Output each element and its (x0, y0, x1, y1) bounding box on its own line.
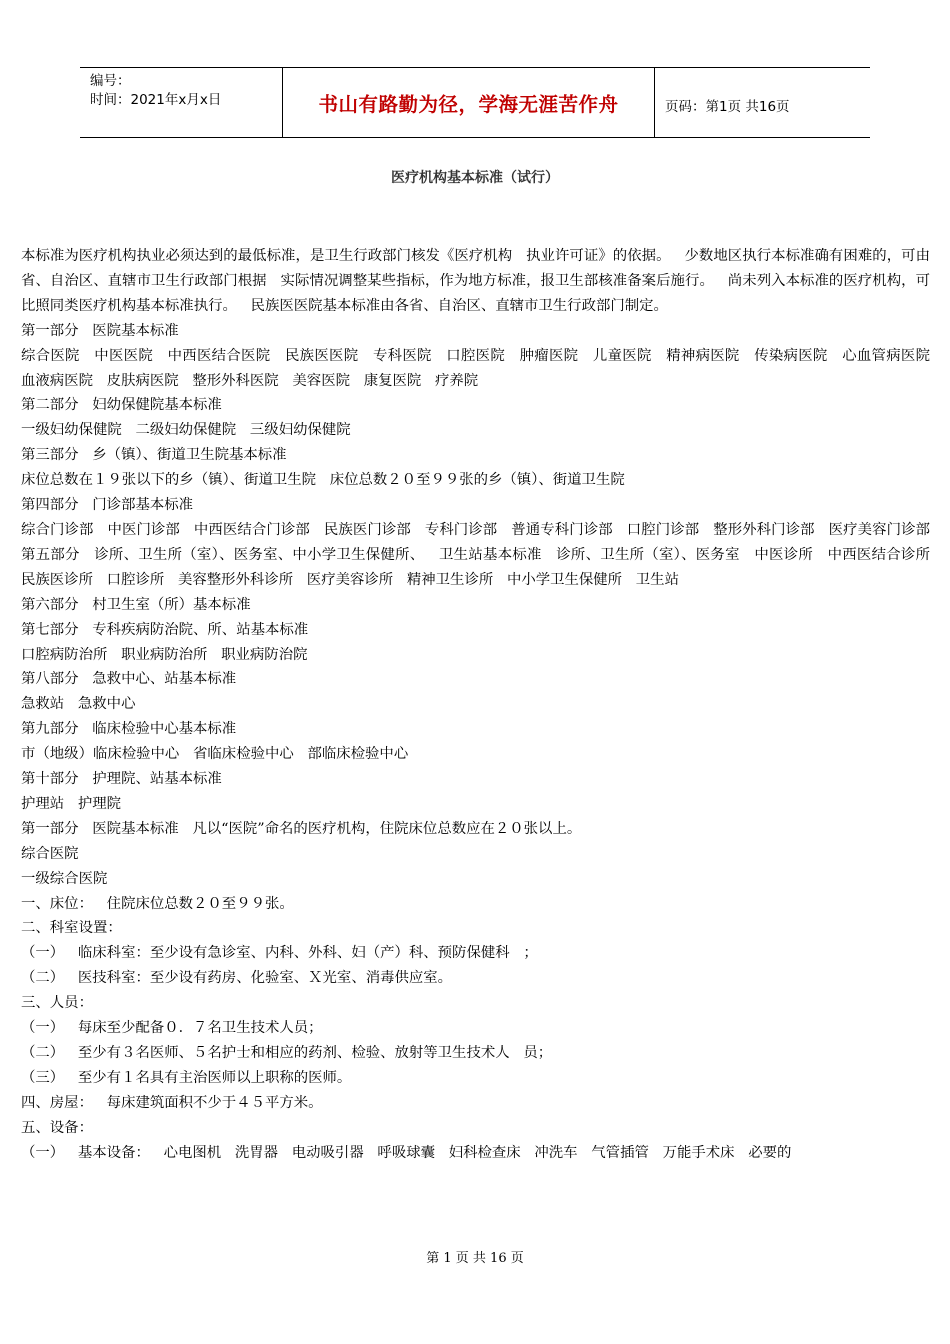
body-paragraph: 一、床位： 住院床位总数２０至９９张。 (21, 895, 294, 912)
body-paragraph: （二） 至少有３名医师、５名护士和相应的药剂、检验、放射等卫生技术人 员； (21, 1045, 553, 1061)
header-motto-cell (282, 68, 655, 137)
body-paragraph: （一） 临床科室：至少设有急诊室、内科、外科、妇（产）科、预防保健科 ； (21, 945, 538, 962)
body-paragraph: 床位总数在１９张以下的乡（镇）、街道卫生院 床位总数２０至９９张的乡（镇）、街道卫生院 (21, 472, 625, 489)
body-paragraph: 第六部分 村卫生室（所）基本标准 (21, 596, 251, 613)
body-paragraph: 市（地级）临床检验中心 省临床检验中心 部临床检验中心 (21, 746, 409, 763)
body-paragraph: 综合医院 (21, 845, 79, 862)
body-paragraph: 综合医院 中医医院 中西医结合医院 民族医医院 专科医院 口腔医院 肿瘤医院 儿童医院 精神病医院 传染病医院 心血管病医院 血液病医院 皮肤病医院 整形外科医院 美容医院 康复医院 疗养院 (21, 347, 944, 389)
body-paragraph: 二、科室设置： (21, 920, 122, 937)
header-page-label: 页码：第1页 共16页 (665, 99, 790, 115)
body-paragraph: 第一部分 医院基本标准 (21, 322, 179, 339)
body-paragraph: 护理站 护理院 (21, 795, 122, 812)
document-title: 医疗机构基本标准（试行） (391, 170, 559, 186)
body-paragraph: 本标准为医疗机构执业必须达到的最低标准，是卫生行政部门核发《医疗机构 执业许可证》的依据。 少数地区执行本标准确有困难的，可由省、自治区、直辖市卫生行政部门根据 实际情况调整某些指标，作为地方标准，报卫生部核准备案后施行。 尚未列入本标准的医疗机构，可比照同类医疗机构基本标准执行。 民族医医院基本标准由各省、自治区、直辖市卫生行政部门制定。 (21, 248, 930, 314)
body-paragraph: 五、设备： (21, 1119, 93, 1136)
page-footer: 第 1 页 共 16 页 (426, 1251, 524, 1266)
body-paragraph: 四、房屋： 每床建筑面积不少于４５平方米。 (21, 1094, 323, 1111)
body-paragraph: 第二部分 妇幼保健院基本标准 (21, 397, 222, 414)
body-paragraph: （一） 每床至少配备０．７名卫生技术人员； (21, 1020, 323, 1037)
body-paragraph: 第三部分 乡（镇）、街道卫生院基本标准 (21, 447, 287, 464)
body-paragraph: （二） 医技科室：至少设有药房、化验室、Ｘ光室、消毒供应室。 (21, 970, 453, 987)
body-paragraph: （一） 基本设备： 心电图机 洗胃器 电动吸引器 呼吸球囊 妇科检查床 冲洗车 气管插管 万能手术床 必要的 (21, 1144, 792, 1161)
document-body (21, 244, 944, 1166)
header-meta-cell (80, 68, 282, 137)
body-paragraph: 一级综合医院 (21, 870, 108, 887)
body-paragraph: 一级妇幼保健院 二级妇幼保健院 三级妇幼保健院 (21, 422, 351, 439)
body-paragraph: 综合门诊部 中医门诊部 中西医结合门诊部 民族医门诊部 专科门诊部 普通专科门诊部 口腔门诊部 整形外科门诊部 医疗美容门诊部 第五部分 诊所、卫生所（室）、医务室、中小学卫生保健所、 卫生站基本标准 诊所、卫生所（室）、医务室 中医诊所 中西医结合诊所 民族医诊所 口腔诊所 美容整形外科诊所 医疗美容诊所 精神卫生诊所 中小学卫生保健所 卫生站 (21, 521, 944, 588)
document-header (80, 67, 870, 138)
body-paragraph: 三、人员： (21, 995, 93, 1012)
body-paragraph: 口腔病防治所 职业病防治所 职业病防治院 (21, 646, 308, 663)
body-paragraph: 第七部分 专科疾病防治院、所、站基本标准 (21, 621, 309, 638)
body-paragraph: （三） 至少有１名具有主治医师以上职称的医师。 (21, 1069, 352, 1086)
body-paragraph: 第一部分 医院基本标准 凡以“医院”命名的医疗机构，住院床位总数应在２０张以上。 (21, 820, 582, 837)
document-date-label: 时间：2021年x月x日 (90, 92, 222, 108)
body-paragraph: 第四部分 门诊部基本标准 (21, 497, 194, 514)
body-paragraph: 急救站 急救中心 (21, 696, 136, 713)
document-number-label: 编号： (90, 73, 131, 89)
body-paragraph: 第八部分 急救中心、站基本标准 (21, 671, 237, 688)
body-paragraph: 第九部分 临床检验中心基本标准 (21, 721, 237, 738)
body-paragraph: 第十部分 护理院、站基本标准 (21, 771, 222, 788)
header-motto: 书山有路勤为径，学海无涯苦作舟 (318, 92, 619, 116)
header-page-cell (655, 68, 870, 137)
